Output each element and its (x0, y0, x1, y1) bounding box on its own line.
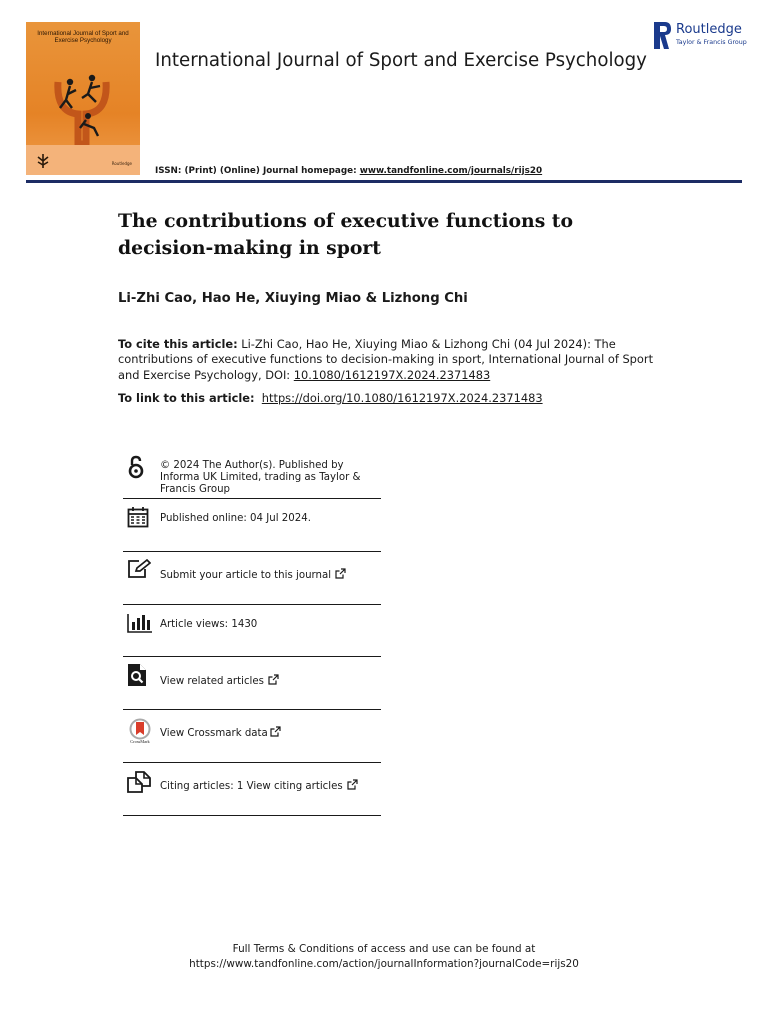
journal-homepage-link[interactable]: www.tandfonline.com/journals/rijs20 (359, 166, 543, 176)
crossmark-row[interactable] (123, 709, 381, 763)
submit-article-label: Submit your article to this journal (160, 570, 332, 581)
crossmark-icon (127, 718, 153, 744)
open-access-text: © 2024 The Author(s). Published by Informa UK Limited, trading as Taylor & Francis Group (160, 460, 361, 496)
calendar-icon (127, 506, 149, 528)
article-title: The contributions of executive functions to decision-making in sport (118, 210, 574, 259)
crossmark-label: View Crossmark data (160, 728, 268, 739)
external-link-icon (347, 779, 358, 790)
cover-footer (26, 145, 140, 175)
citation-block (118, 337, 658, 383)
citing-articles-label: Citing articles: 1 View citing articles (160, 781, 343, 792)
citing-articles-link[interactable] (160, 779, 358, 793)
bar-chart-icon (127, 613, 153, 633)
crossmark-link[interactable] (160, 726, 281, 740)
issn-line (155, 166, 542, 176)
edit-pencil-icon (127, 559, 151, 579)
cover-publisher-mark: Routledge (111, 161, 132, 166)
society-logo-icon (36, 153, 50, 169)
psi-emblem-icon (48, 72, 118, 147)
terms-line: Full Terms & Conditions of access and use can be found at (232, 943, 536, 955)
external-link-icon (335, 568, 346, 579)
cover-volume-line (32, 55, 134, 58)
citing-articles-row[interactable] (123, 762, 381, 816)
citing-documents-icon (127, 771, 151, 793)
cite-label: To cite this article: (118, 337, 238, 351)
article-link-line (118, 391, 543, 405)
open-access-icon (127, 455, 145, 479)
link-label: To link to this article: (118, 391, 255, 405)
routledge-logo[interactable] (652, 20, 752, 50)
journal-name: International Journal of Sport and Exercise Psychology (155, 50, 647, 71)
article-views-text: Article views: 1430 (160, 619, 258, 630)
submit-article-link[interactable] (160, 568, 346, 582)
submit-article-row[interactable] (123, 551, 381, 605)
publisher-name: Routledge (676, 22, 742, 37)
terms-url-link[interactable]: https://www.tandfonline.com/action/journalInformation?journalCode=rijs20 (189, 958, 579, 970)
article-views-row (123, 604, 381, 657)
related-articles-link[interactable] (160, 674, 279, 688)
issn-label: ISSN: (Print) (Online) Journal homepage: (155, 166, 357, 176)
routledge-r-icon (654, 22, 672, 49)
journal-cover-image (26, 22, 140, 175)
article-doi-url-link[interactable]: https://doi.org/10.1080/1612197X.2024.2371483 (261, 391, 543, 405)
external-link-icon (268, 674, 279, 685)
published-online-row (123, 498, 381, 552)
related-articles-label: View related articles (160, 676, 264, 687)
external-link-icon (270, 726, 281, 737)
header-divider (26, 180, 742, 183)
doi-link[interactable]: 10.1080/1612197X.2024.2371483 (293, 367, 491, 382)
open-access-row (123, 454, 381, 499)
published-online-text: Published online: 04 Jul 2024. (160, 513, 311, 524)
cover-title: International Journal of Sport and Exercise Psychology (37, 30, 129, 44)
publisher-subtitle: Taylor & Francis Group (676, 39, 747, 46)
crossmark-logo-text: CrossMark (130, 739, 150, 744)
terms-footer (0, 942, 768, 972)
article-authors: Li-Zhi Cao, Hao He, Xiuying Miao & Lizhong Chi (118, 291, 468, 306)
document-search-icon (127, 663, 147, 687)
cite-text: Li-Zhi Cao, Hao He, Xiuying Miao & Lizhong Chi (04 Jul 2024): The contributions of executive functions to decision-making in sport, International Journal of Sport and Exercise Psychology, DOI: (118, 337, 654, 382)
related-articles-row[interactable] (123, 656, 381, 710)
